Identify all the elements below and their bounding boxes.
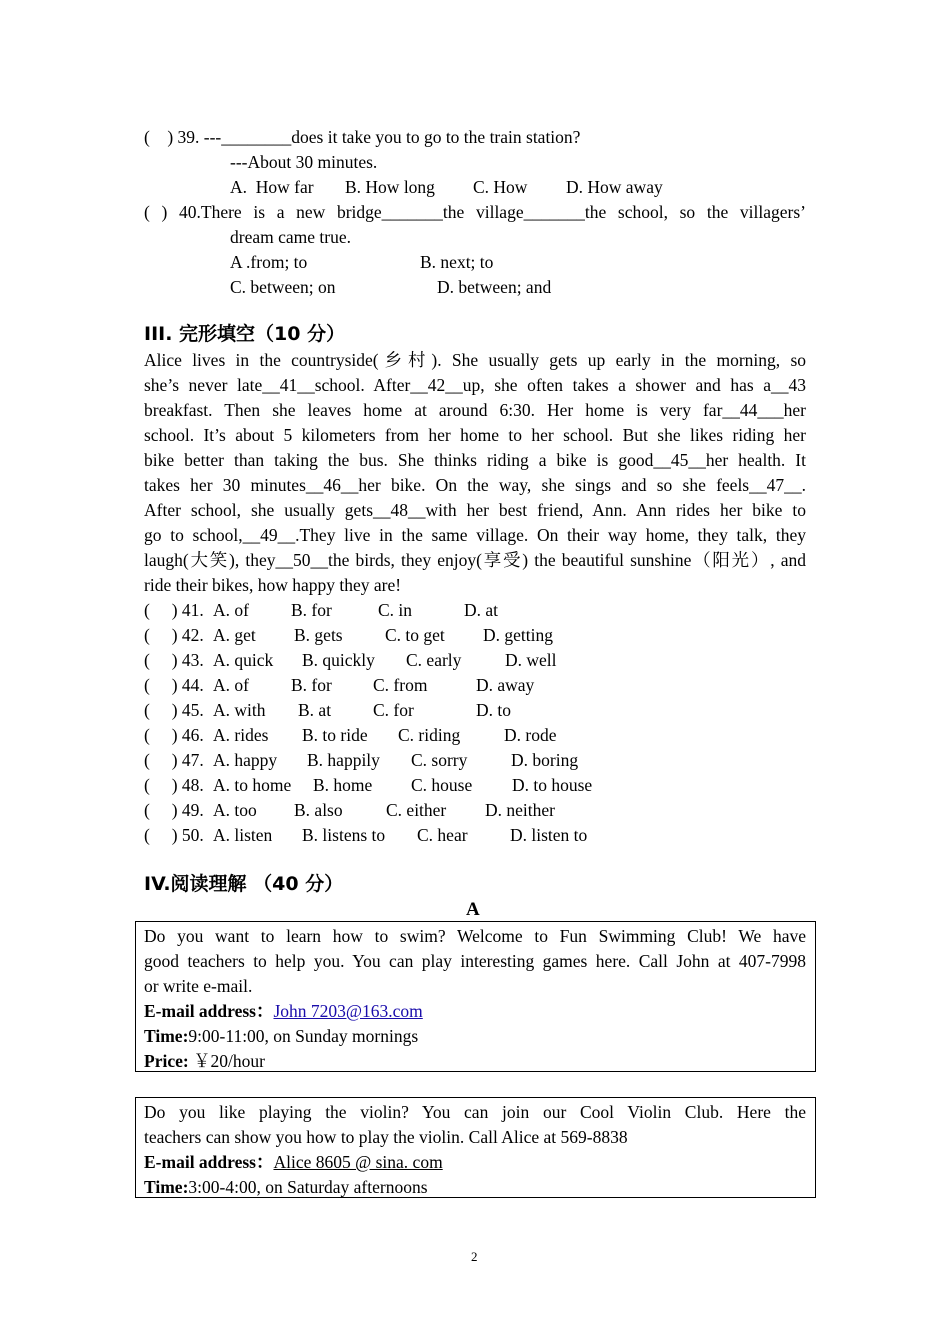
question-40-stem: ( ) 40.There is a new bridge_______the village_______the school, so the villagers’ xyxy=(144,202,806,222)
passage-line: bike better than taking the bus. She thinks riding a bike is good__45__her health. It xyxy=(144,450,806,470)
answer-option: B. quickly xyxy=(302,650,375,670)
answer-option: D. well xyxy=(505,650,557,670)
answer-option: D. boring xyxy=(511,750,579,770)
passage-line: she’s never late__41__school. After__42__up, she often takes a shower and has a__43 xyxy=(144,375,806,395)
answer-option: B. also xyxy=(294,800,343,820)
answer-option: B. at xyxy=(298,700,332,720)
question-number: ( ) 50. xyxy=(144,825,204,845)
q39-option-c: C. How xyxy=(473,177,528,197)
passage-line: ride their bikes, how happy they are! xyxy=(144,575,402,595)
swim-time: 9:00-11:00, on Sunday mornings xyxy=(188,1026,419,1046)
answer-option: A. quick xyxy=(213,650,274,670)
q40-option-d: D. between; and xyxy=(437,277,552,297)
swim-ad-line-2: good teachers to help you. You can play interesting games here. Call John at 407-7998 xyxy=(144,951,806,971)
time-label: Time: xyxy=(144,1026,189,1046)
swim-ad-line-1: Do you want to learn how to swim? Welcome to Fun Swimming Club! We have xyxy=(144,926,806,946)
answer-option: C. to get xyxy=(385,625,445,645)
price-label: Price: xyxy=(144,1051,189,1071)
q40-option-c: C. between; on xyxy=(230,277,336,297)
answer-option: D. to xyxy=(476,700,511,720)
answer-option: D. away xyxy=(476,675,535,695)
passage-line: breakfast. Then she leaves home at around 6:30. Her home is very far__44___her xyxy=(144,400,806,420)
swim-ad-email-row xyxy=(144,999,423,1024)
passage-line: laugh(大笑), they__50__the birds, they enjoy(享受) the beautiful sunshine（阳光）, and xyxy=(144,550,806,570)
answer-option: A. with xyxy=(213,700,266,720)
answer-option: D. to house xyxy=(512,775,593,795)
reading-sub-heading: A xyxy=(466,899,480,920)
answer-option: C. sorry xyxy=(411,750,468,770)
answer-option: C. in xyxy=(378,600,413,620)
swim-ad-price-row xyxy=(144,1049,265,1074)
email-label: E-mail address： xyxy=(144,1001,274,1021)
answer-option: A. of xyxy=(213,600,249,620)
answer-option: C. from xyxy=(373,675,428,695)
violin-ad-email-row xyxy=(144,1150,443,1175)
q40-option-b: B. next; to xyxy=(420,252,494,272)
answer-option: A. to home xyxy=(213,775,292,795)
violin-club-ad xyxy=(135,1097,816,1198)
question-number: ( ) 48. xyxy=(144,775,204,795)
answer-option: A. of xyxy=(213,675,249,695)
section-4-heading: IV.阅读理解 （40 分） xyxy=(144,873,344,895)
violin-ad-time-row xyxy=(144,1175,428,1200)
answer-option: D. getting xyxy=(483,625,553,645)
question-number: ( ) 46. xyxy=(144,725,204,745)
q40-option-a: A .from; to xyxy=(230,252,308,272)
answer-option: D. listen to xyxy=(510,825,588,845)
passage-line: Alice lives in the countryside(乡村). She usually gets up early in the morning, so xyxy=(144,350,806,370)
question-number: ( ) 41. xyxy=(144,600,204,620)
violin-ad-line-1: Do you like playing the violin? You can join our Cool Violin Club. Here the xyxy=(144,1102,806,1122)
q39-option-d: D. How away xyxy=(566,177,663,197)
answer-option: B. home xyxy=(313,775,373,795)
question-number: ( ) 45. xyxy=(144,700,204,720)
violin-time: 3:00-4:00, on Saturday afternoons xyxy=(188,1177,428,1197)
answer-option: D. at xyxy=(464,600,499,620)
question-number: ( ) 43. xyxy=(144,650,204,670)
answer-option: C. house xyxy=(411,775,473,795)
answer-option: A. listen xyxy=(213,825,273,845)
answer-option: B. listens to xyxy=(302,825,386,845)
email-label: E-mail address： xyxy=(144,1152,274,1172)
answer-option: A. happy xyxy=(213,750,278,770)
question-number: ( ) 44. xyxy=(144,675,204,695)
answer-option: C. hear xyxy=(417,825,468,845)
page-number: 2 xyxy=(471,1249,478,1264)
answer-option: B. for xyxy=(291,675,332,695)
answer-option: A. too xyxy=(213,800,257,820)
answer-option: B. for xyxy=(291,600,332,620)
violin-email[interactable]: Alice 8605 @ sina. com xyxy=(273,1152,443,1172)
answer-option: B. happily xyxy=(307,750,380,770)
passage-line: go to school,__49__.They live in the same village. On their way home, they talk, they xyxy=(144,525,806,545)
question-39-stem: ( ) 39. ---________does it take you to go to the train station? xyxy=(144,127,581,147)
swim-email-link[interactable]: John 7203@163.com xyxy=(273,1001,423,1021)
swim-ad-line-3: or write e-mail. xyxy=(144,976,253,996)
violin-ad-line-2: teachers can show you how to play the violin. Call Alice at 569-8838 xyxy=(144,1127,628,1147)
answer-option: C. early xyxy=(406,650,462,670)
time-label: Time: xyxy=(144,1177,189,1197)
answer-option: C. for xyxy=(373,700,414,720)
swim-ad-time-row xyxy=(144,1024,418,1049)
question-number: ( ) 49. xyxy=(144,800,204,820)
question-40-stem-cont: dream came true. xyxy=(230,227,351,247)
answer-option: D. neither xyxy=(485,800,555,820)
q39-option-b: B. How long xyxy=(345,177,435,197)
passage-line: takes her 30 minutes__46__her bike. On the way, she sings and so she feels__47__. xyxy=(144,475,806,495)
passage-line: school. It’s about 5 kilometers from her home to her school. But she likes riding her xyxy=(144,425,806,445)
passage-line: After school, she usually gets__48__with her best friend, Ann. Ann rides her bike to xyxy=(144,500,806,520)
q39-option-a: A. How far xyxy=(230,177,314,197)
answer-option: A. rides xyxy=(213,725,269,745)
answer-option: B. to ride xyxy=(302,725,368,745)
question-number: ( ) 42. xyxy=(144,625,204,645)
section-3-heading: III. 完形填空（10 分） xyxy=(144,323,346,345)
question-number: ( ) 47. xyxy=(144,750,204,770)
swim-price: ￥20/hour xyxy=(188,1051,266,1071)
question-39-answer: ---About 30 minutes. xyxy=(230,152,378,172)
answer-option: B. gets xyxy=(294,625,343,645)
answer-option: C. either xyxy=(386,800,447,820)
answer-option: A. get xyxy=(213,625,256,645)
answer-option: D. rode xyxy=(504,725,557,745)
answer-option: C. riding xyxy=(398,725,461,745)
swimming-club-ad xyxy=(135,921,816,1072)
